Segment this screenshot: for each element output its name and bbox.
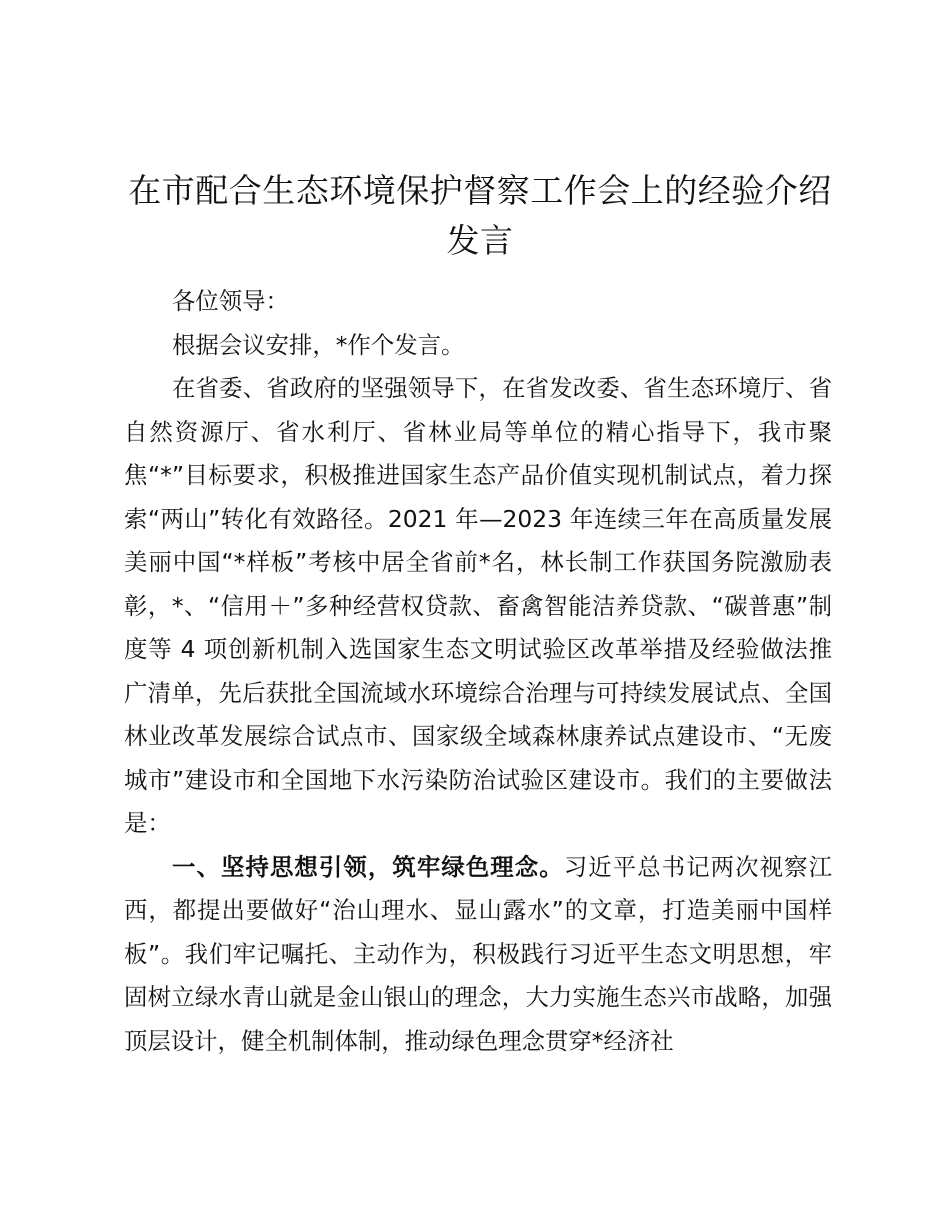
paragraph-section-1 <box>124 846 832 1064</box>
section-1-heading: 一、坚持思想引领，筑牢绿色理念。 <box>172 852 564 881</box>
document-title: 在市配合生态环境保护督察工作会上的经验介绍发言 <box>128 171 832 260</box>
paragraph-arrangement: 根据会议安排，*作个发言。 <box>172 330 465 359</box>
section-1-text: 习近平总书记两次视察江西，都提出要做好“治山理水、显山露水”的文章，打造美丽中国样板”。我们牢记嘱托、主动作为，积极践行习近平生态文明思想，牢固树立绿水青山就是金山银山的理念，大力实施生态兴市战略，加强顶层设计，健全机制体制，推动绿色理念贯穿*经济社 <box>124 852 833 1055</box>
paragraph-achievements: 在省委、省政府的坚强领导下，在省发改委、省生态环境厅、省自然资源厅、省水利厅、省林业局等单位的精心指导下，我市聚焦“*”目标要求，积极推进国家生态产品价值实现机制试点，着力探索“两山”转化有效路径。2021 年—2023 年连续三年在高质量发展美丽中国“*样板”考核中居全省前*名，林长制工作获国务院激励表彰，*、“信用＋”多种经营权贷款、畜禽智能洁养贷款、“碳普惠”制度等 4 项创新机制入选国家生态文明试验区改革举措及经验做法推广清单，先后获批全国流域水环境综合治理与可持续发展试点、全国林业改革发展综合试点市、国家级全域森林康养试点建设市、“无废城市”建设市和全国地下水污染防治试验区建设市。我们的主要做法是： <box>124 374 832 837</box>
salutation: 各位领导： <box>172 287 289 315</box>
document-body <box>124 280 832 1063</box>
